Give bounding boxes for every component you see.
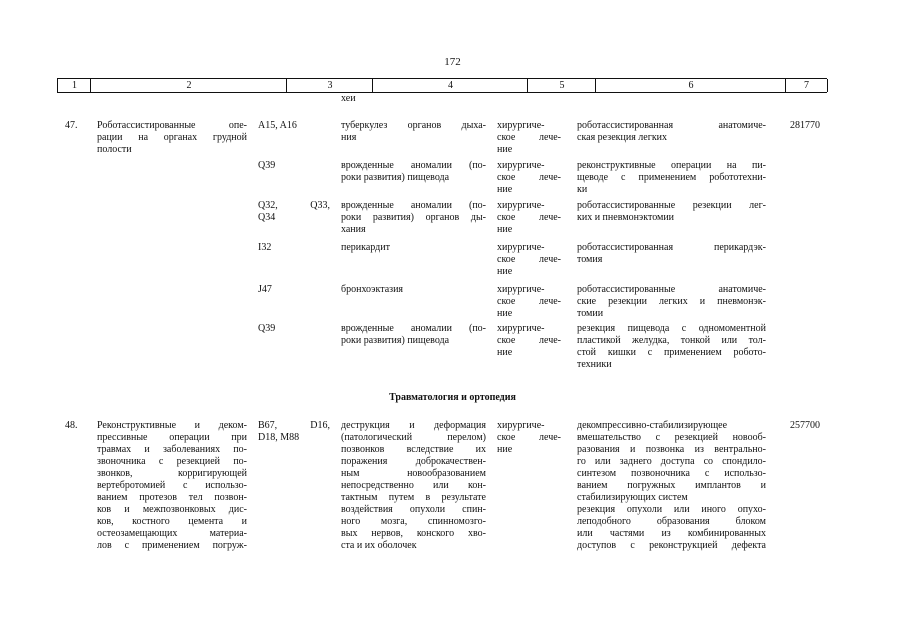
diagnosis-line: воздействия опухоли спин- (341, 504, 486, 515)
row-48-diagnosis (341, 420, 486, 552)
diagnosis-line: (патологический перелом) (341, 432, 486, 443)
method-line: ванием погружных имплантов и (577, 480, 766, 491)
method-line: разования и позвонка из вентрально- (577, 444, 766, 455)
row-47-method (577, 323, 766, 371)
method-line: вмешательство с резекцией новооб- (577, 432, 766, 443)
row-47-codes (258, 242, 328, 254)
method-line: томия (577, 254, 603, 265)
row-47-codes (258, 284, 328, 296)
method-line: роботассистированная перикардэк- (577, 242, 766, 253)
row-47-method (577, 120, 766, 144)
code-line: Q39 (258, 323, 276, 334)
row-47-name-line: полости (97, 144, 132, 155)
diagnosis-line: позвонков вследствие их (341, 444, 486, 455)
row-47-diagnosis (341, 323, 486, 347)
code-line: I32 (258, 242, 272, 253)
method-line: резекция пищевода с одномоментной (577, 323, 766, 334)
treatment-line: хирургиче- (497, 420, 545, 431)
row-48-name-line: лов с применением погруж- (97, 540, 247, 551)
row-47-treatment (497, 323, 561, 359)
row-47-number: 47. (65, 120, 78, 131)
diagnosis-line: вых нервов, конского хво- (341, 528, 486, 539)
treatment-line: ское лече- (497, 132, 561, 143)
row-48-name-line: травмах и заболеваниях по- (97, 444, 247, 455)
row-48-name-line: ванием протезов тел позвон- (97, 492, 247, 503)
treatment-line: ское лече- (497, 432, 561, 443)
method-line: пластикой желудка, тонкой или тол- (577, 335, 766, 346)
diagnosis-line: тактным путем в результате (341, 492, 486, 503)
diagnosis-line: деструкция и деформация (341, 420, 486, 431)
treatment-line: хирургиче- (497, 242, 545, 253)
treatment-line: ское лече- (497, 296, 561, 307)
row-47-diagnosis (341, 200, 486, 236)
method-line: ская резекция легких (577, 132, 668, 143)
row-47-treatment (497, 160, 561, 196)
method-line: декомпрессивно-стабилизирующее (577, 420, 728, 431)
diagnosis-line: ным новообразованием (341, 468, 486, 479)
method-line: роботассистированные анатомиче- (577, 284, 766, 295)
diagnosis-line: туберкулез органов дыха- (341, 120, 486, 131)
diagnosis-line: перикардит (341, 242, 390, 253)
method-line: техники (577, 359, 612, 370)
diagnosis-line: поражения доброкачествен- (341, 456, 486, 467)
treatment-line: ние (497, 144, 513, 155)
row-48-name-line: ков и межпозвонковых дис- (97, 504, 247, 515)
method-line: леподобного образования блоком (577, 516, 766, 527)
header-col-5: 5 (527, 79, 596, 92)
row-48-name-line: прессивные операции при (97, 432, 247, 443)
row-47-codes (258, 200, 330, 224)
row-48-number: 48. (65, 420, 78, 431)
diagnosis-line: роки развития) пищевода (341, 172, 450, 183)
row-48-cost: 257700 (790, 420, 820, 431)
row-47-method (577, 160, 766, 196)
carryover-text (341, 93, 486, 105)
row-47-name (97, 120, 247, 156)
row-47-treatment (497, 242, 561, 278)
diagnosis-line: ста и их оболочек (341, 540, 417, 551)
diagnosis-line: роки развития) пищевода (341, 335, 450, 346)
treatment-line: хирургиче- (497, 284, 545, 295)
header-col-7: 7 (785, 79, 828, 92)
row-47-name-line: рации на органах грудной (97, 132, 247, 143)
code-line: J47 (258, 284, 272, 295)
treatment-line: ние (497, 347, 513, 358)
header-col-4: 4 (372, 79, 528, 92)
row-48-name-line: остеозамещающих материа- (97, 528, 247, 539)
section-title: Травматология и ортопедия (389, 392, 516, 403)
header-col-3: 3 (286, 79, 373, 92)
row-47-codes (258, 160, 328, 172)
row-48-codes (258, 420, 330, 444)
treatment-line: ние (497, 266, 513, 277)
code-line: A15, A16 (258, 120, 297, 131)
row-47-method (577, 200, 766, 224)
method-line: томии (577, 308, 604, 319)
method-line: реконструктивные операции на пи- (577, 160, 766, 171)
row-48-method (577, 420, 766, 552)
diagnosis-line: ного мозга, спинномозго- (341, 516, 486, 527)
treatment-line: ние (497, 224, 513, 235)
row-47-codes (258, 120, 328, 132)
row-48-name-line: звоночника с резекцией по- (97, 456, 247, 467)
method-line: доступов с реконструкцией дефекта (577, 540, 766, 551)
treatment-line: ское лече- (497, 254, 561, 265)
row-48-name-line: Реконструктивные и деком- (97, 420, 247, 431)
table-header (57, 78, 827, 93)
header-col-6: 6 (595, 79, 786, 92)
row-47-treatment (497, 120, 561, 156)
diagnosis-line: врожденные аномалии (по- (341, 200, 486, 211)
row-48-name-line: звонков, корригирующей (97, 468, 247, 479)
treatment-line: хирургиче- (497, 120, 545, 131)
row-47-diagnosis (341, 242, 486, 254)
treatment-line: ние (497, 444, 513, 455)
diagnosis-line: врожденные аномалии (по- (341, 160, 486, 171)
diagnosis-line: бронхоэктазия (341, 284, 404, 295)
treatment-line: хирургиче- (497, 160, 545, 171)
method-line: синтезом позвоночника с использо- (577, 468, 766, 479)
treatment-line: ское лече- (497, 172, 561, 183)
code-line: D18, M88 (258, 432, 300, 443)
method-line: щеводе с применением робототехни- (577, 172, 766, 183)
diagnosis-line: врожденные аномалии (по- (341, 323, 486, 334)
code-line: Q32, Q33, (258, 200, 330, 211)
row-47-name-line: Роботассистированные опе- (97, 120, 247, 131)
page-number: 172 (444, 56, 461, 68)
method-line: стой кишки с применением робото- (577, 347, 766, 358)
method-line: резекция опухоли или иного опухо- (577, 504, 766, 515)
diagnosis-line: роки развития) органов ды- (341, 212, 486, 223)
carryover-line: хеи (341, 93, 356, 104)
row-48-name-line: ков, костного цемента и (97, 516, 247, 527)
row-48-name-line: вертебротомией с использо- (97, 480, 247, 491)
method-line: роботассистированная анатомиче- (577, 120, 766, 131)
treatment-line: хирургиче- (497, 200, 545, 211)
row-47-diagnosis (341, 284, 486, 296)
code-line: Q39 (258, 160, 276, 171)
row-47-cost: 281770 (790, 120, 820, 131)
row-47-treatment (497, 284, 561, 320)
code-line: Q34 (258, 212, 276, 223)
header-col-1: 1 (57, 79, 91, 92)
method-line: го или заднего доступа со спондило- (577, 456, 766, 467)
header-col-2: 2 (90, 79, 287, 92)
treatment-line: ние (497, 184, 513, 195)
treatment-line: ние (497, 308, 513, 319)
method-line: или частями из комбинированных (577, 528, 766, 539)
treatment-line: хирургиче- (497, 323, 545, 334)
row-47-diagnosis (341, 120, 486, 144)
row-48-name (97, 420, 247, 552)
diagnosis-line: хания (341, 224, 366, 235)
diagnosis-line: непосредственно или кон- (341, 480, 486, 491)
method-line: ких и пневмонэктомии (577, 212, 675, 223)
row-47-method (577, 284, 766, 320)
row-47-method (577, 242, 766, 266)
row-47-diagnosis (341, 160, 486, 184)
method-line: стабилизирующих систем (577, 492, 688, 503)
row-47-codes (258, 323, 328, 335)
method-line: ки (577, 184, 588, 195)
diagnosis-line: ния (341, 132, 357, 143)
treatment-line: ское лече- (497, 212, 561, 223)
treatment-line: ское лече- (497, 335, 561, 346)
code-line: B67, D16, (258, 420, 330, 431)
row-47-treatment (497, 200, 561, 236)
row-48-treatment (497, 420, 561, 456)
method-line: роботассистированные резекции лег- (577, 200, 766, 211)
method-line: ские резекции легких и пневмонэк- (577, 296, 766, 307)
